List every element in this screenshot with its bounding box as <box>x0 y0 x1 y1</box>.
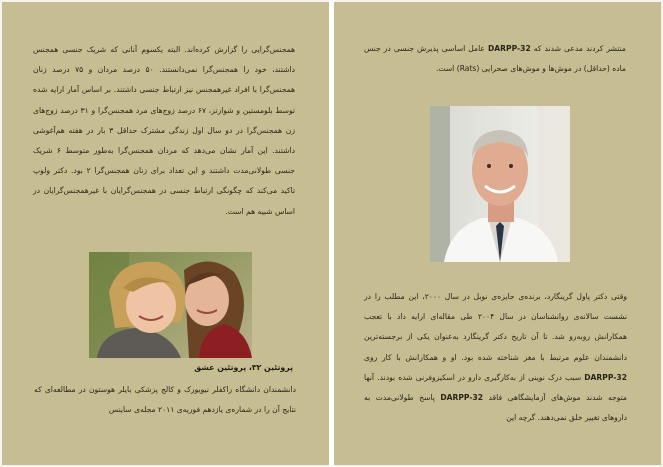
p2-text-a: وقتی دکتر پاول گرینگارد، برنده‌ی جایزه‌ی نوبل در سال ۲۰۰۰، این مطلب را در نشست سالانه‌ی روانشناسان در سال ۲۰۰۴ طی مقاله‌ای ارایه داد با تعجب همکارانش روبه‌رو شد. تا آن تاریخ دکتر گرینگارد به‌عنوان یکی از برجسته‌ترین دانشمندان علوم مرتبط با مغز شناخته شده بود. او و همکارانش با کار روی <box>364 292 627 362</box>
scientist-portrait <box>430 106 570 262</box>
left-page <box>2 2 329 465</box>
couple-photo <box>89 252 252 358</box>
darpp-term: DARPP-32 <box>584 372 627 382</box>
left-page-paragraph-2 <box>34 380 296 420</box>
right-page <box>334 2 661 465</box>
p2-text-c: پاسخ طولانی‌مدت به داروهای تغییر خلق نمی‌دهند. گرچه این <box>364 393 627 423</box>
left-paragraph-text: همجنس‌گرایی را گزارش کرده‌اند. البته یکسوم آنانی که شریک جنسی همجنس داشتند، خود را همجنس‌گرا نمی‌دانستند. ۵۰ درصد مردان و ۷۵ درصد زنان همجنس‌گرا با افراد غیرهمجنس نیز ارتباط جنسی داشتند. بر اساس آمار ارایه شده توسط بلومستین و شوارتز، ۶۷ درصد زوج‌های مرد همجنس‌گرا و ۳۱ درصد زوج‌های زن همجنس‌گرا در دو سال اول زندگی مشترک حداقل ۳ بار در هفته هم‌آغوشی داشتند. این آمار نشان می‌دهد که مردان همجنس‌گرا به‌طور متوسط ۶ شریک جنسی طولانی‌مدت داشتند و این تعداد برای زنان همجنس‌گرا ۲ بود. دکتر ولوپ تاکید می‌کند که چگونگی ارتباط جنسی در همجنس‌گرایان با غیرهمجنس‌گرایان در اساس شبیه هم است. <box>33 45 295 216</box>
section-heading: پروتئین ۳۲، پروتئین عشق <box>194 363 293 372</box>
left-page-paragraph <box>33 40 295 222</box>
p1-text-a: منتشر کردند مدعی شدند که <box>530 44 626 53</box>
darpp-term: DARPP-32 <box>487 44 531 53</box>
p1-text-b: عامل اساسی پذیرش جنسی در جنس ماده (حداقل) در موش‌ها و موش‌های صحرایی (Rats) است. <box>364 44 626 74</box>
left-paragraph-2-text: دانشمندان دانشگاه راکفلر نیویورک و کالج پزشکی بایلر هوستون در مطالعه‌ای که نتایج آن را در شماره‌ی یازدهم فوریه‌ی ۲۰۱۱ مجله‌ی ساینس <box>34 385 296 415</box>
right-page-paragraph-2 <box>364 287 627 428</box>
darpp-term: DARPP-32 <box>440 393 484 403</box>
right-page-paragraph-1 <box>364 39 626 79</box>
p2-text-b: سبب درک نوینی از به‌کارگیری دارو در اسکیزوفرنی شده بودند. آنها متوجه شدند موش‌های آزمایشگاهی فاقد <box>364 372 627 403</box>
